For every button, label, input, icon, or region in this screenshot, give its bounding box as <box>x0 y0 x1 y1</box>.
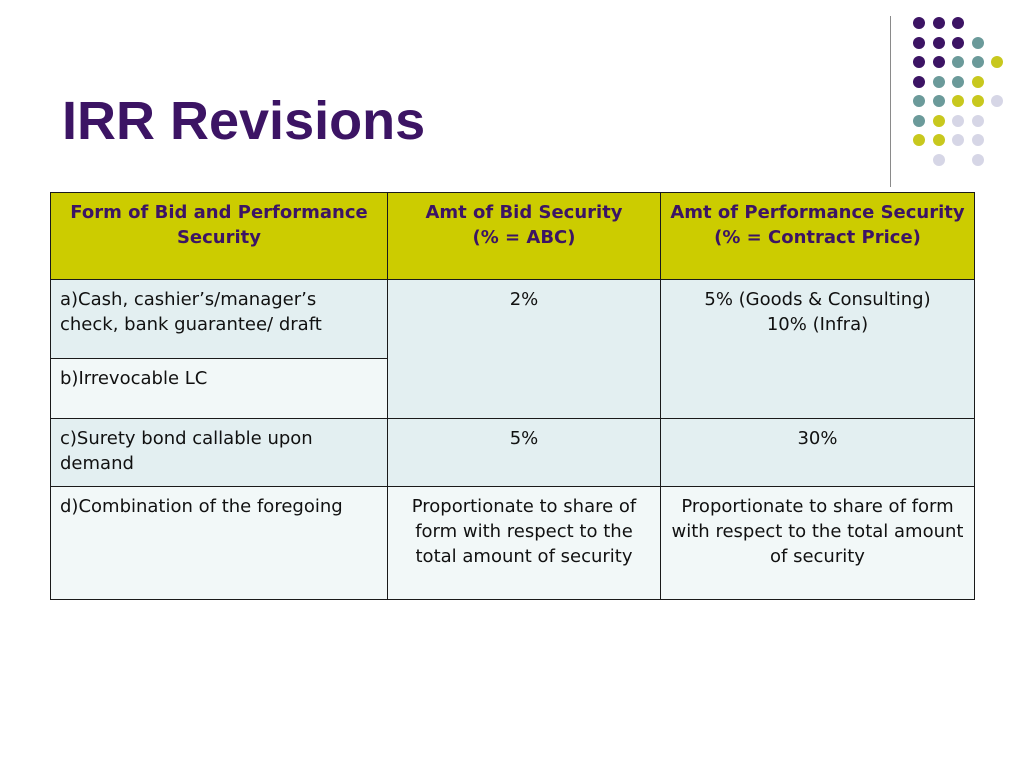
table-header-row <box>51 193 975 280</box>
decorative-dot <box>972 95 984 107</box>
decorative-dot <box>913 17 925 29</box>
decorative-dot <box>972 76 984 88</box>
row-b-form: b)Irrevocable LC <box>51 359 388 419</box>
table-row <box>51 280 975 359</box>
decorative-dot <box>933 56 945 68</box>
decorative-dot <box>991 56 1003 68</box>
decorative-dot <box>972 134 984 146</box>
row-c-performance: 30% <box>661 419 975 487</box>
table-row <box>51 487 975 600</box>
row-d-bid: Proportionate to share of form with respect to the total amount of security <box>388 487 661 600</box>
decorative-dot <box>991 95 1003 107</box>
irr-table <box>50 192 975 600</box>
decorative-dot <box>952 95 964 107</box>
row-d-performance: Proportionate to share of form with respect to the total amount of security <box>661 487 975 600</box>
decorative-dot <box>913 56 925 68</box>
divider-line <box>890 16 891 187</box>
row-d-form: d)Combination of the foregoing <box>51 487 388 600</box>
header-form: Form of Bid and Performance Security <box>51 193 388 280</box>
header-bid-security: Amt of Bid Security (% = ABC) <box>388 193 661 280</box>
decorative-dot <box>933 134 945 146</box>
decorative-dot <box>913 115 925 127</box>
table-row <box>51 419 975 487</box>
decorative-dot <box>913 95 925 107</box>
merged-bid-amount: 2% <box>388 280 661 419</box>
decorative-dot <box>972 115 984 127</box>
decorative-dot <box>952 37 964 49</box>
decorative-dot <box>933 37 945 49</box>
decorative-dot <box>913 134 925 146</box>
decorative-dot <box>952 115 964 127</box>
row-a-form: a)Cash, cashier’s/manager’s check, bank guarantee/ draft <box>51 280 388 359</box>
decorative-dot <box>913 76 925 88</box>
merged-performance-amount: 5% (Goods & Consulting) 10% (Infra) <box>661 280 975 419</box>
decorative-dot <box>933 17 945 29</box>
decorative-dot <box>933 154 945 166</box>
decorative-dot <box>933 95 945 107</box>
decorative-dot <box>952 56 964 68</box>
row-c-bid: 5% <box>388 419 661 487</box>
decorative-dot <box>952 76 964 88</box>
decorative-dot <box>933 115 945 127</box>
slide-title: IRR Revisions <box>62 91 426 151</box>
decorative-dot <box>972 56 984 68</box>
decorative-dot <box>933 76 945 88</box>
decorative-dot <box>952 134 964 146</box>
header-performance-security: Amt of Performance Security (% = Contract Price) <box>661 193 975 280</box>
decorative-dot <box>952 17 964 29</box>
decorative-dot <box>972 154 984 166</box>
decorative-dot <box>972 37 984 49</box>
decorative-dot <box>913 37 925 49</box>
row-c-form: c)Surety bond callable upon demand <box>51 419 388 487</box>
